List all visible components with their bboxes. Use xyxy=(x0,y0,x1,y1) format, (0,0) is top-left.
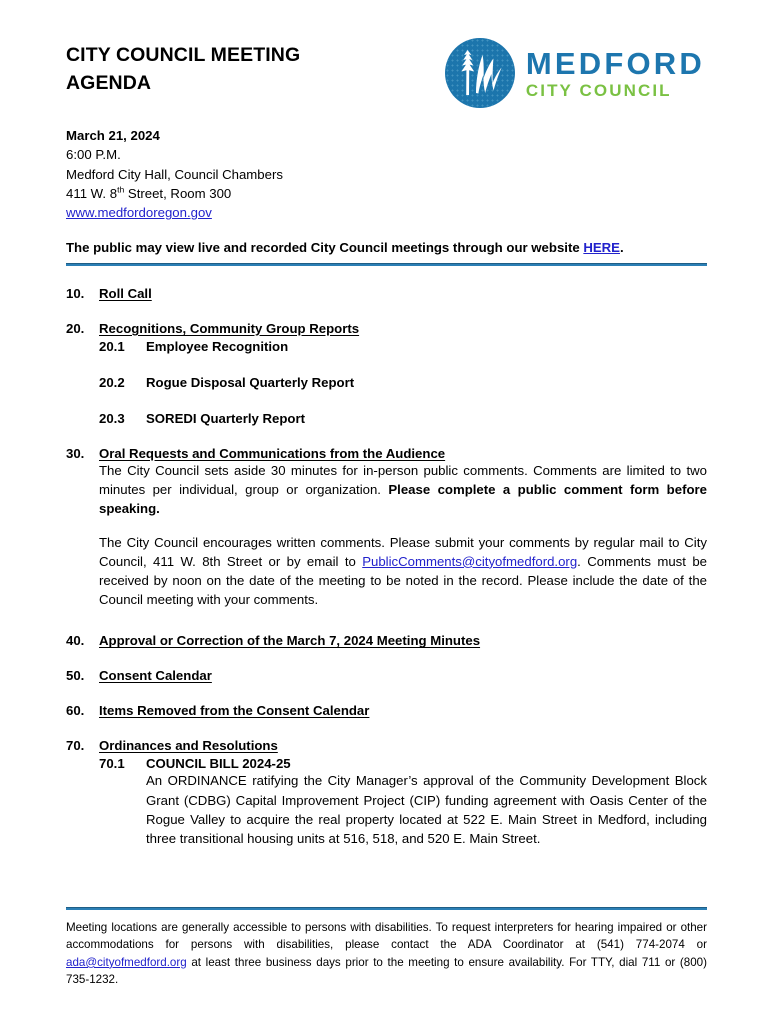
agenda-subitem-20-3[interactable] xyxy=(99,411,707,426)
public-comment-paragraph-2-text-after: . Comments must be received by noon on the date of the meeting to be noted in the record. Please include the date of the Council meeting with your comments. xyxy=(99,553,707,608)
agenda-item-heading[interactable] xyxy=(66,446,707,461)
agenda-item-number: 50. xyxy=(66,668,85,684)
spacer xyxy=(66,390,707,408)
page-title-line-2: AGENDA xyxy=(66,71,152,94)
agenda-subitem-number: 20.2 xyxy=(99,375,125,390)
agenda-item-number: 60. xyxy=(66,703,85,719)
agenda-item-title[interactable]: Approval or Correction of the March 7, 2024 Meeting Minutes xyxy=(99,633,481,649)
agenda-subitem-70-1[interactable] xyxy=(99,756,707,771)
footer-divider-rule xyxy=(66,907,707,910)
meeting-date: March 21, 2024 xyxy=(66,128,160,143)
council-bill-description: An ORDINANCE ratifying the City Manager’s approval of the Community Development Block Grant (CDBG) Capital Improvement Project (CIP) funding agreement with Oasis Center of the Rogue Valley to acquire the real property located at 522 E. Main Street in Medford, including three transitional housing units at 516, 518, and 520 E. Main Street. xyxy=(146,773,707,847)
public-comments-email-link[interactable]: PublicComments@cityofmedford.org xyxy=(362,553,578,569)
meeting-info-block xyxy=(66,126,283,222)
document-header xyxy=(66,38,706,108)
page-title xyxy=(66,38,366,97)
agenda-item-title[interactable]: Consent Calendar xyxy=(99,668,212,684)
here-link[interactable]: HERE xyxy=(583,240,620,255)
agenda-item-20 xyxy=(66,321,707,426)
agenda-items-list xyxy=(66,286,707,848)
spacer xyxy=(66,301,707,321)
agenda-subitem-title: COUNCIL BILL 2024-25 xyxy=(146,756,291,772)
logo-wordmark xyxy=(525,45,705,100)
agenda-item-30 xyxy=(66,446,707,609)
agenda-item-title[interactable]: Recognitions, Community Group Reports xyxy=(99,321,360,336)
agenda-item-number: 10. xyxy=(66,286,85,301)
agenda-item-title[interactable]: Ordinances and Resolutions xyxy=(99,738,278,754)
meeting-address-prefix: 411 W. 8 xyxy=(66,185,118,201)
agenda-subitem-20-1[interactable] xyxy=(99,339,707,354)
header-divider-rule xyxy=(66,263,707,266)
public-comment-paragraph-2-text-before: The City Council encourages written comments. Please submit your comments by regular mail to City Council, 411 W. 8th Street or by email to xyxy=(99,534,707,569)
ada-notice-text-after: at least three business days prior to the meeting to ensure availability. For TTY, dial 711 or (800) 735-1232. xyxy=(66,955,707,987)
agenda-item-heading[interactable] xyxy=(66,738,707,753)
live-stream-notice xyxy=(66,240,707,255)
public-comment-paragraph-2 xyxy=(99,533,707,610)
spacer xyxy=(66,609,707,633)
live-stream-notice-period: . xyxy=(619,240,624,255)
city-website-link[interactable]: www.medfordoregon.gov xyxy=(66,205,212,221)
agenda-item-title[interactable]: Items Removed from the Consent Calendar xyxy=(99,703,370,719)
agenda-item-heading[interactable] xyxy=(66,286,707,301)
agenda-subitem-number: 20.3 xyxy=(99,411,125,426)
live-stream-notice-text: The public may view live and recorded City Council meetings through our website xyxy=(66,240,584,255)
agenda-subitem-20-2[interactable] xyxy=(99,375,707,390)
medford-circle-mark-icon xyxy=(445,38,515,108)
spacer xyxy=(66,718,707,738)
meeting-address-ordinal: th xyxy=(117,184,125,195)
spacer xyxy=(66,683,707,703)
public-comment-paragraph-1-bold: Please complete a public comment form before speaking. xyxy=(99,482,707,517)
ada-email-link[interactable]: ada@cityofmedford.org xyxy=(66,955,187,969)
agenda-item-heading[interactable] xyxy=(66,321,707,336)
spacer xyxy=(66,426,707,446)
agenda-subitem-number: 20.1 xyxy=(99,339,125,354)
city-website-line xyxy=(66,203,283,222)
ada-notice-text-before: Meeting locations are generally accessible to persons with disabilities. To request interpreters for hearing impaired or other accommodations for persons with disabilities, please contact the ADA Coordinator at (541) 774-2074 or xyxy=(66,921,707,952)
tree-and-m-monogram-icon xyxy=(445,38,515,108)
public-comment-paragraph-1 xyxy=(99,461,707,519)
agenda-item-number: 70. xyxy=(66,738,85,754)
public-comment-paragraph-1-text: The City Council sets aside 30 minutes for in-person public comments. Comments are limited to two minutes per individual, group or organization. xyxy=(99,463,707,498)
agenda-item-40 xyxy=(66,633,707,648)
page-title-line-1: CITY COUNCIL MEETING xyxy=(66,44,301,66)
agenda-item-title[interactable]: Oral Requests and Communications from the Audience xyxy=(99,446,446,461)
agenda-item-number: 30. xyxy=(66,446,85,461)
meeting-time: 6:00 P.M. xyxy=(66,147,121,163)
agenda-item-heading[interactable] xyxy=(66,633,707,648)
agenda-item-heading[interactable] xyxy=(66,668,707,683)
spacer xyxy=(66,648,707,668)
agenda-item-10 xyxy=(66,286,707,301)
ada-accessibility-notice xyxy=(66,919,707,989)
agenda-item-50 xyxy=(66,668,707,683)
spacer xyxy=(66,354,707,372)
agenda-item-60 xyxy=(66,703,707,718)
spacer xyxy=(66,519,707,533)
agenda-item-title[interactable]: Roll Call xyxy=(99,286,152,301)
agenda-item-number: 40. xyxy=(66,633,85,649)
meeting-address-suffix: Street, Room 300 xyxy=(124,185,232,201)
meeting-address xyxy=(66,184,283,203)
logo-wordmark-city-council: CITY COUNCIL xyxy=(525,80,672,100)
meeting-location: Medford City Hall, Council Chambers xyxy=(66,166,283,182)
agenda-subitem-title: SOREDI Quarterly Report xyxy=(146,411,306,426)
agenda-item-70 xyxy=(66,738,707,848)
agenda-item-heading[interactable] xyxy=(66,703,707,718)
medford-city-council-logo xyxy=(445,38,706,108)
agenda-subitem-title: Rogue Disposal Quarterly Report xyxy=(146,375,355,390)
agenda-subitem-title: Employee Recognition xyxy=(146,339,289,354)
logo-wordmark-medford: MEDFORD xyxy=(525,45,705,81)
agenda-item-number: 20. xyxy=(66,321,85,336)
agenda-subitem-number: 70.1 xyxy=(99,756,125,772)
